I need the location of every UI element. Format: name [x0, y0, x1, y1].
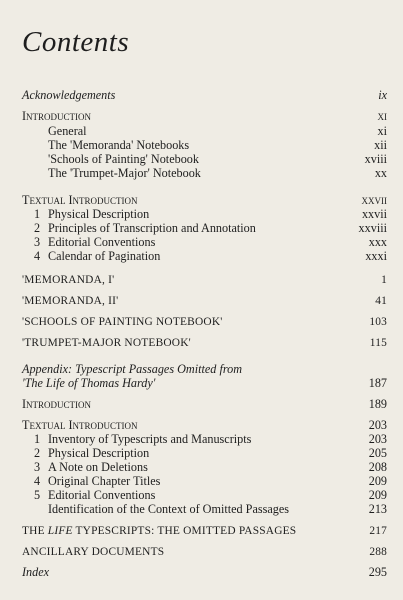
toc-entry-number: 3 [34, 235, 41, 249]
toc-entry-page: 103 [369, 316, 387, 328]
toc-entry-page: xi [377, 124, 387, 138]
toc-entry-page: 41 [375, 295, 387, 307]
toc-entry-page: xxx [368, 235, 387, 249]
toc-entry [22, 207, 387, 221]
toc-entry-page: 213 [368, 502, 387, 516]
toc-entry [22, 166, 387, 180]
toc-entry-label: Identification of the Context of Omitted Passages [48, 502, 289, 516]
toc-entry [22, 88, 387, 102]
toc-entry-label-italic: LIFE [47, 525, 73, 537]
toc-entry-label: Textual Introduction [22, 193, 138, 207]
toc-entry-page: 205 [368, 446, 387, 460]
toc-entry [22, 152, 387, 166]
toc-entry [22, 235, 387, 249]
toc-entry-page: ix [378, 88, 387, 102]
toc-entry-page: xviii [364, 152, 387, 166]
toc-entry-label: 'SCHOOLS OF PAINTING NOTEBOOK' [22, 316, 223, 328]
toc-entry-label: Calendar of Pagination [48, 249, 161, 263]
toc-entry [22, 315, 387, 329]
toc-entry [22, 124, 387, 138]
toc-entry-page: xii [374, 138, 387, 152]
toc-entry [22, 362, 387, 376]
toc-entry-page: xx [374, 166, 387, 180]
toc-entry [22, 418, 387, 432]
toc-entry-label: Editorial Conventions [48, 488, 156, 502]
toc-entry-page: 208 [368, 460, 387, 474]
toc-entry-label: Introduction [22, 109, 92, 123]
toc-entry-label: The 'Memoranda' Notebooks [48, 138, 190, 152]
toc-entry [22, 249, 387, 263]
toc-entry [22, 109, 387, 123]
toc-entry-label: 'TRUMPET-MAJOR NOTEBOOK' [22, 337, 191, 349]
toc-entry [22, 460, 387, 474]
toc-entry [22, 294, 387, 308]
toc-entry [22, 336, 387, 350]
toc-entry-number: 4 [34, 474, 41, 488]
toc-entry-label: Original Chapter Titles [48, 474, 161, 488]
toc-entry-page: xxxi [365, 249, 387, 263]
toc-entry-page: 187 [368, 376, 387, 390]
toc-entry-number: 4 [34, 249, 41, 263]
toc-entry [22, 545, 387, 559]
toc-entry [22, 221, 387, 235]
toc-entry-label: Editorial Conventions [48, 235, 156, 249]
toc-entry-page: 209 [368, 474, 387, 488]
toc-entry-label: TYPESCRIPTS: THE OMITTED PASSAGES [72, 525, 297, 537]
toc-entry [22, 474, 387, 488]
page-title: Contents [22, 26, 130, 58]
toc-entry-label: 'MEMORANDA, I' [22, 274, 115, 286]
toc-entry-label: A Note on Deletions [48, 460, 148, 474]
toc-entry-number: 1 [34, 432, 41, 446]
toc-entry-label: Inventory of Typescripts and Manuscripts [48, 432, 252, 446]
toc-entry-page: 203 [368, 418, 387, 432]
toc-entry [22, 565, 387, 579]
toc-entry-label: Textual Introduction [22, 418, 138, 432]
toc-entry-label-prefix: THE [22, 525, 48, 537]
toc-entry-label: 'The Life of Thomas Hardy' [22, 376, 156, 390]
toc-entry-number: 1 [34, 207, 41, 221]
toc-entry-page: xxviii [358, 221, 387, 235]
toc-entry-page: 189 [368, 397, 387, 411]
toc-entry-label: The 'Trumpet-Major' Notebook [48, 166, 201, 180]
toc-entry [22, 193, 387, 207]
toc-entry-label: Physical Description [48, 207, 150, 221]
toc-entry-page: 209 [368, 488, 387, 502]
toc-entry [22, 502, 387, 516]
toc-entry [22, 138, 387, 152]
toc-entry [22, 397, 387, 411]
toc-entry-number: 3 [34, 460, 41, 474]
toc-entry-label: Index [22, 565, 50, 579]
toc-entry-label: 'Schools of Painting' Notebook [48, 152, 199, 166]
toc-entry-page: 288 [369, 546, 387, 558]
toc-entry [22, 524, 387, 538]
toc-entry [22, 446, 387, 460]
toc-entry-page: 115 [369, 337, 387, 349]
toc-entry-page: xxvii [361, 207, 387, 221]
toc-entry-label: ANCILLARY DOCUMENTS [22, 546, 165, 558]
toc-entry-page: 217 [369, 525, 387, 537]
toc-entry-label: Acknowledgements [22, 88, 116, 102]
toc-entry [22, 273, 387, 287]
toc-entry-number: 5 [34, 488, 41, 502]
toc-entry-page: xxvii [361, 193, 387, 207]
toc-entry-page: 1 [381, 274, 387, 286]
toc-entry [22, 432, 387, 446]
toc-entry-page: 295 [368, 565, 387, 579]
toc-entry-number: 2 [34, 446, 41, 460]
toc-entry-label: General [48, 124, 87, 138]
toc-entry [22, 488, 387, 502]
toc-entry-page: 203 [368, 432, 387, 446]
toc-entry-label: Introduction [22, 397, 92, 411]
toc-entry-number: 2 [34, 221, 41, 235]
toc-entry-label: Appendix: Typescript Passages Omitted from [22, 362, 243, 376]
toc-entry-label: Principles of Transcription and Annotation [48, 221, 256, 235]
toc-entry-page: xi [377, 109, 387, 123]
toc-entry-label: 'MEMORANDA, II' [22, 295, 119, 307]
toc-entry [22, 376, 387, 390]
toc-entry-label: Physical Description [48, 446, 150, 460]
